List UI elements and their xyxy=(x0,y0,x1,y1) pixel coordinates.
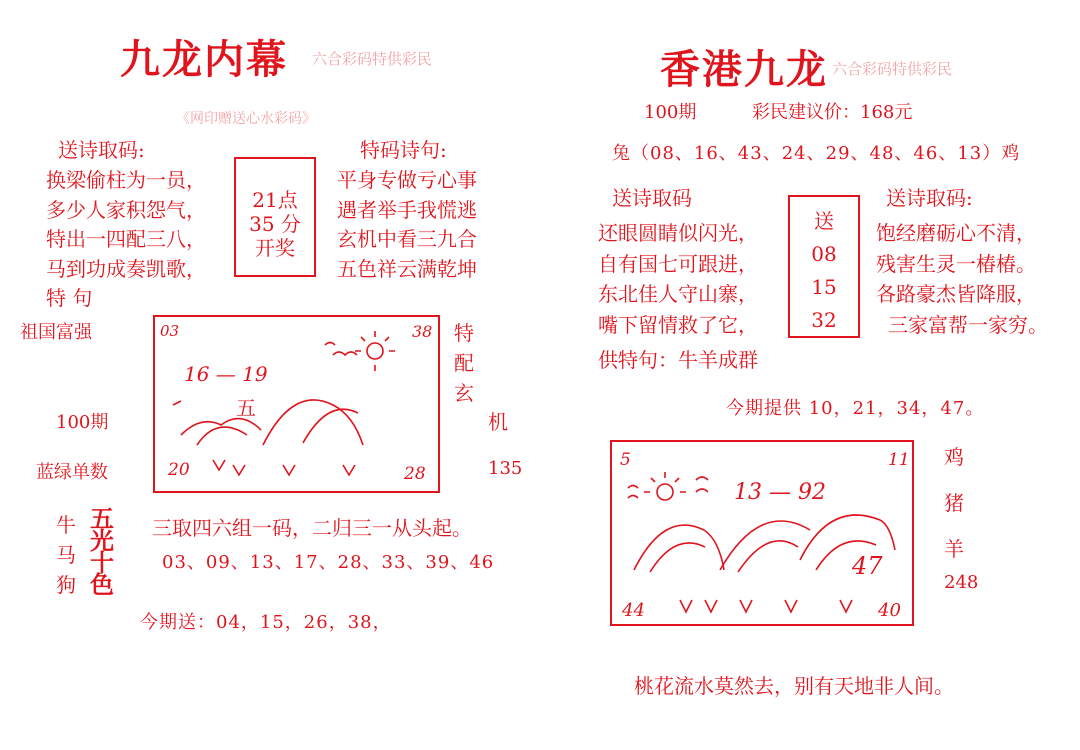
right-footer: 桃花流水莫然去，别有天地非人间。 xyxy=(634,674,954,698)
send-box-label: 送 xyxy=(814,209,834,233)
left-numbers: 03、09、13、17、28、33、39、46 xyxy=(162,552,495,573)
draw-time-label: 开奖 xyxy=(255,236,295,260)
poem-line: 东北佳人守山寨， xyxy=(598,282,758,306)
left-vertical-right xyxy=(454,318,474,408)
wuguang-char: 色 xyxy=(90,570,114,599)
wuguang-char: 光 xyxy=(90,526,114,555)
left-rule: 三取四六组一码，二归三一从头起。 xyxy=(152,516,472,540)
right-poem-left xyxy=(598,218,758,340)
right-chart-top-right: 11 xyxy=(888,450,910,470)
left-chart-bottom-right: 28 xyxy=(404,464,426,484)
wuguang-char: 五 xyxy=(90,504,114,533)
side-char: 鸡 xyxy=(944,445,964,469)
right-chart-top-left: 5 xyxy=(620,450,631,470)
send-box-content xyxy=(788,205,860,337)
right-poem-right xyxy=(876,218,1048,340)
sun-icon xyxy=(367,343,383,359)
left-chart-handwriting: 16 — 19 xyxy=(184,362,268,386)
poem-line: 玄机中看三九合 xyxy=(337,227,477,251)
left-title-note: 六合彩码特供彩民 xyxy=(312,50,433,68)
left-subtitle: 《网印赠送心水彩码》 xyxy=(176,111,316,127)
poem-line: 自有国七可跟进， xyxy=(598,251,758,276)
right-side xyxy=(944,434,964,572)
left-poem-left-header: 送诗取码: xyxy=(58,138,145,162)
left-zodiac xyxy=(56,510,76,600)
left-chart-bottom-left: 20 xyxy=(168,460,190,480)
send-box-number: 32 xyxy=(811,308,837,332)
right-num-248: 248 xyxy=(944,572,979,593)
zodiac-char: 狗 xyxy=(56,573,76,597)
poem-line: 残害生灵一椿椿。 xyxy=(876,251,1036,276)
right-zodiac-line: 兔（08、16、43、24、29、48、46、13）鸡 xyxy=(612,143,1021,164)
poem-line: 遇者举手我慌逃 xyxy=(337,197,477,222)
vertical-char: 玄 xyxy=(454,381,474,405)
zodiac-char: 牛 xyxy=(56,513,76,537)
poem-line: 马到功成奏凯歌， xyxy=(46,256,206,281)
side-char: 羊 xyxy=(944,537,964,561)
poem-line: 三家富帮一家穷。 xyxy=(888,312,1048,337)
right-chart-bottom-left: 44 xyxy=(622,600,645,621)
left-special-line: 特 句 xyxy=(46,286,93,310)
poem-line: 五色祥云满乾坤 xyxy=(337,256,477,281)
left-issue: 100期 xyxy=(56,412,109,433)
draw-time xyxy=(236,188,314,260)
left-chart-top-left: 03 xyxy=(160,322,180,340)
poem-line: 特出一四配三八， xyxy=(46,227,206,251)
right-chart-bottom-right: 40 xyxy=(878,600,901,621)
right-poem-right-header: 送诗取码: xyxy=(886,186,973,210)
left-motto: 祖国富强 xyxy=(20,322,92,343)
poem-line: 多少人家积怨气， xyxy=(46,197,206,222)
left-poem-right-header: 特码诗句: xyxy=(360,138,447,162)
left-poem-right xyxy=(337,166,477,284)
sun-icon xyxy=(657,484,673,500)
poem-line: 饱经磨砺心不清， xyxy=(876,221,1036,245)
left-ji: 机 xyxy=(488,410,508,434)
left-chart-wu: 五 xyxy=(236,396,256,420)
side-char: 猪 xyxy=(944,491,964,515)
send-box-number: 08 xyxy=(811,242,837,266)
zodiac-char: 马 xyxy=(56,543,76,567)
left-num-135: 135 xyxy=(488,458,523,479)
right-chart-mid: 47 xyxy=(852,552,883,580)
poem-line: 嘴下留情救了它， xyxy=(598,312,758,337)
right-title: 香港九龙 xyxy=(660,46,828,93)
poem-line: 还眼圆睛似闪光， xyxy=(598,221,758,245)
draw-time-minute: 35 分 xyxy=(249,212,301,236)
left-title: 九龙内幕 xyxy=(120,36,288,83)
right-poem-left-header: 送诗取码 xyxy=(612,186,692,210)
right-chart-handwriting: 13 — 92 xyxy=(734,480,826,505)
left-poem-left xyxy=(46,166,206,284)
vertical-char: 配 xyxy=(454,351,474,375)
vertical-char: 特 xyxy=(454,321,474,345)
left-blue-green: 蓝绿单数 xyxy=(36,462,108,483)
right-title-note: 六合彩码特供彩民 xyxy=(832,60,953,78)
send-box-number: 15 xyxy=(811,275,837,299)
left-wuguang xyxy=(90,504,114,599)
left-chart-top-right: 38 xyxy=(412,322,433,341)
left-chart-drawing xyxy=(153,315,440,493)
right-provide: 今期提供 10，21，34，47。 xyxy=(726,398,985,419)
poem-line: 各路豪杰皆降服， xyxy=(876,282,1036,306)
poem-line: 平身专做亏心事 xyxy=(337,168,477,192)
right-price: 彩民建议价：168元 xyxy=(752,102,913,123)
right-special-line: 供特句：牛羊成群 xyxy=(598,348,758,372)
left-send: 今期送：04，15，26，38， xyxy=(140,612,392,633)
poem-line: 换梁偷柱为一员， xyxy=(46,168,206,192)
right-issue: 100期 xyxy=(644,102,697,123)
draw-time-hour: 21点 xyxy=(252,188,298,212)
wuguang-char: 十 xyxy=(90,548,114,577)
right-chart-drawing xyxy=(610,440,914,626)
